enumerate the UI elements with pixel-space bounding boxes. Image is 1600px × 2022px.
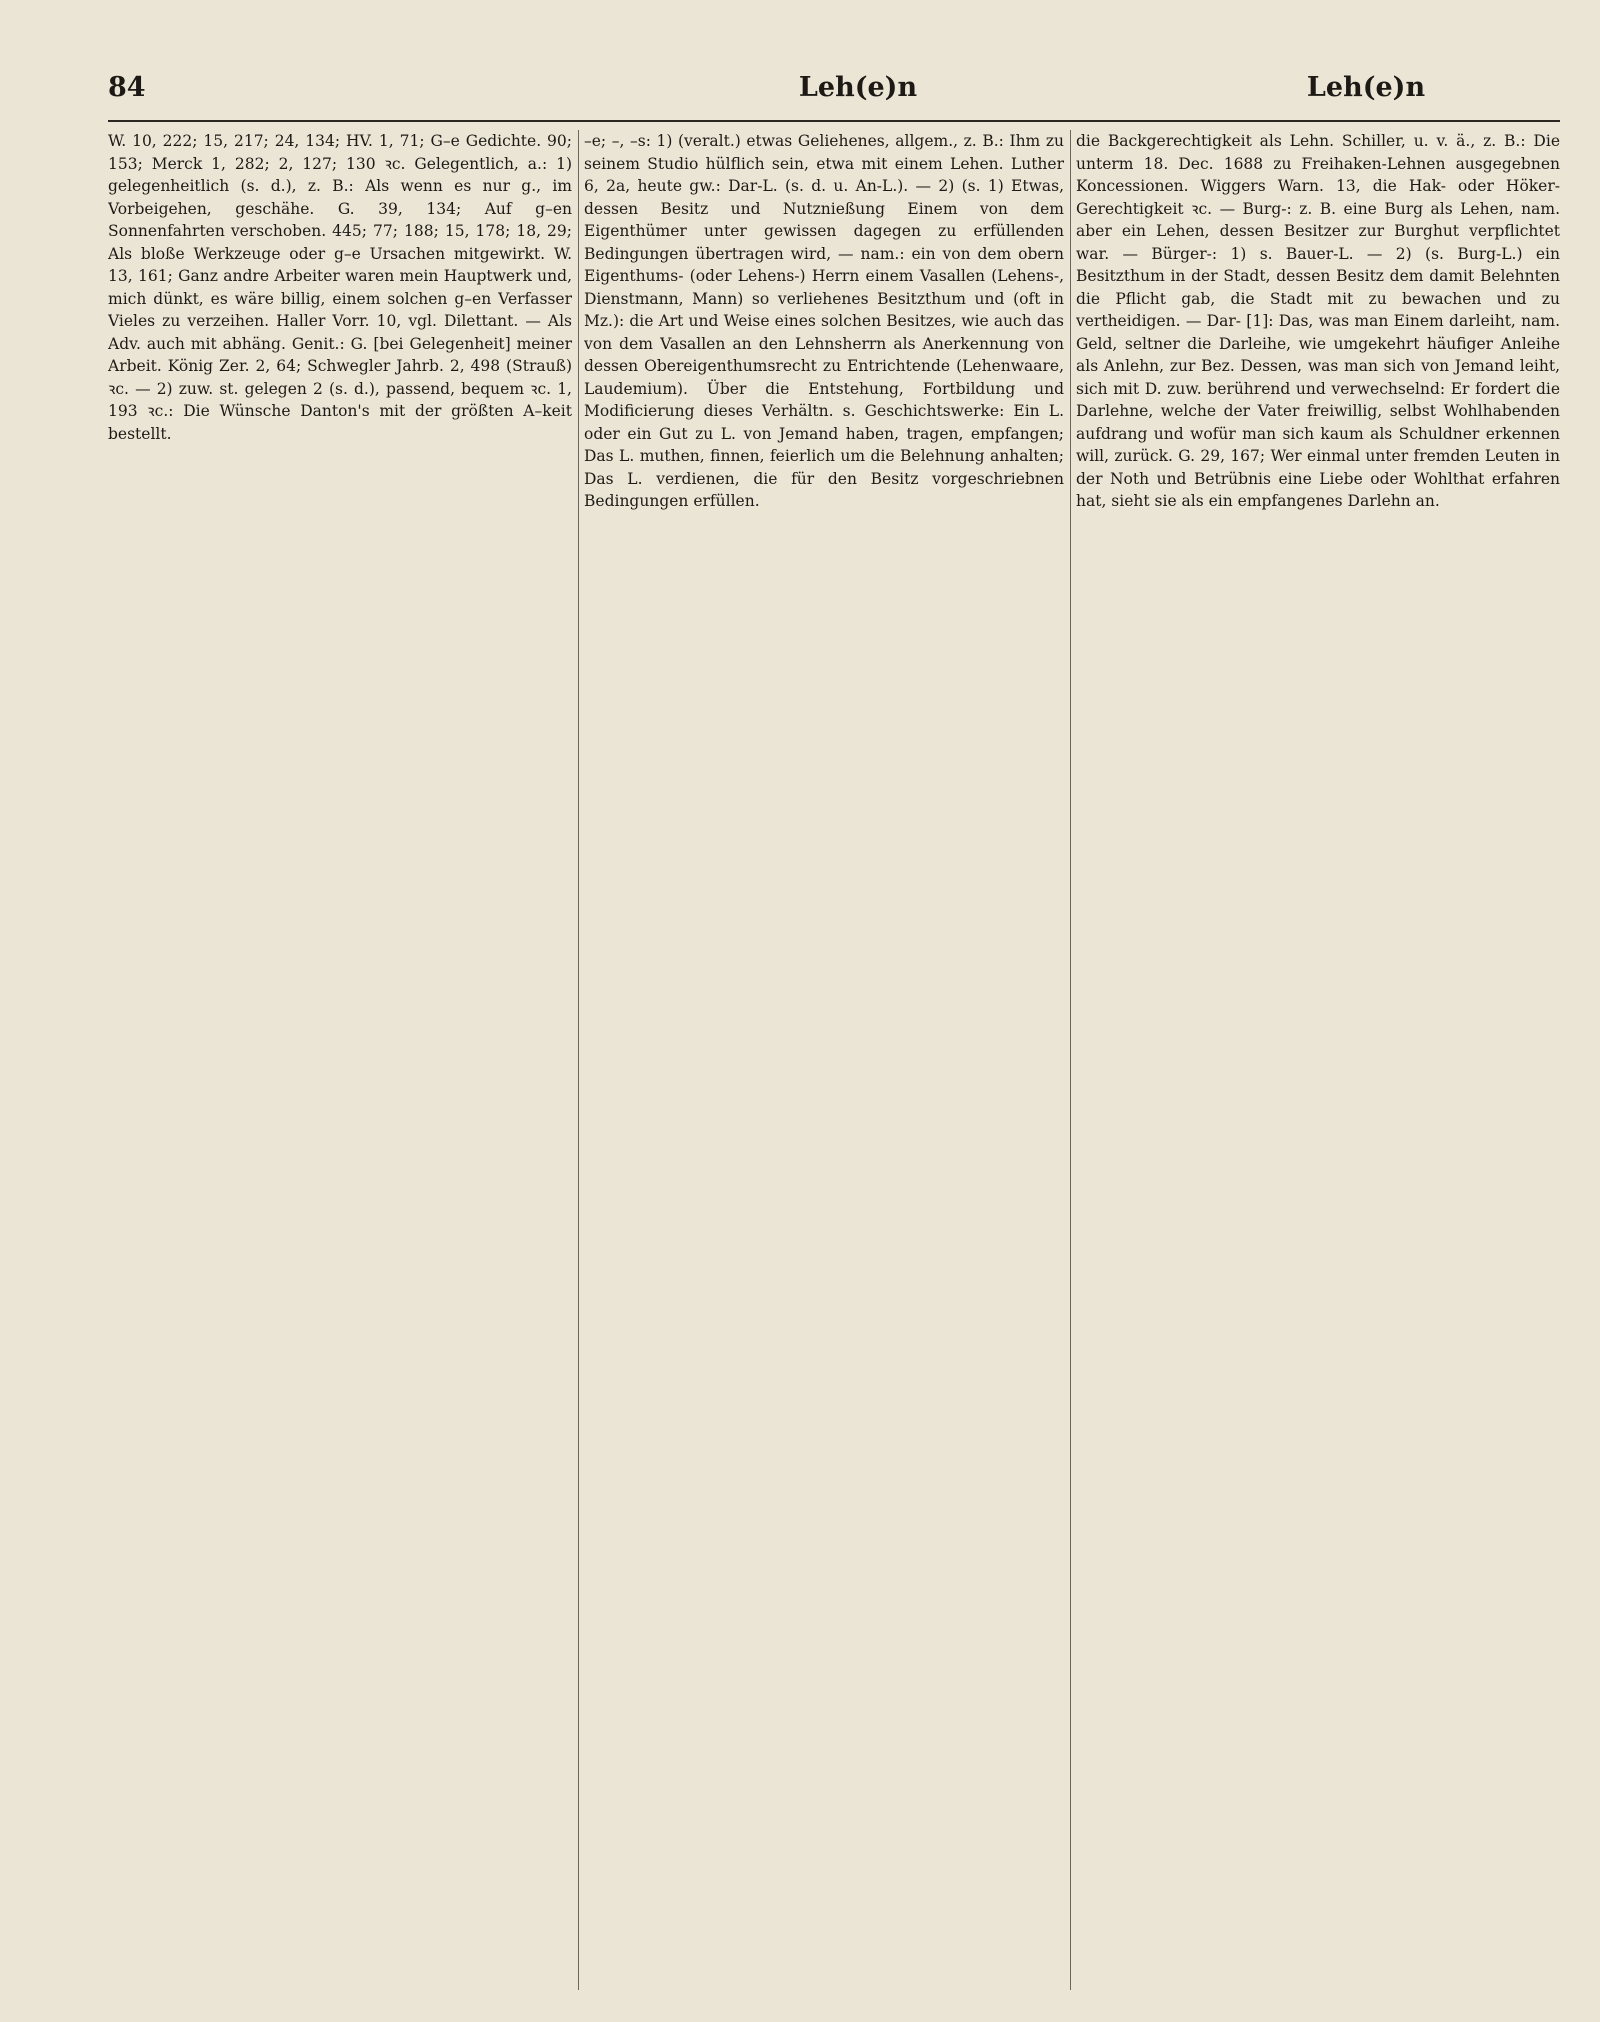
column-1-text: W. 10, 222; 15, 217; 24, 134; HV. 1, 71; G–e Gedichte. 90; 153; Merck 1, 282; 2, 127; 130 ꝛc. Gelegentlich, a.: 1) gelegenheitlich (s. d.), z. B.: Als wenn es nur g., im Vorbeigehen, geschähe. G. 39, 134; Auf g–en Sonnenfahrten verschoben. 445; 77; 188; 15, 178; 18, 29; Als bloße Werkzeuge oder g–e Ursachen mitgewirkt. W. 13, 161; Ganz andre Arbeiter waren mein Hauptwerk und, mich dünkt, es wäre billig, einem solchen g–en Verfasser Vieles zu verzeihen. Haller Vorr. 10, vgl. Dilettant. — Als Adv. auch mit abhäng. Genit.: G. [bei Gelegenheit] meiner Arbeit. König Zer. 2, 64; Schwegler Jahrb. 2, 498 (Strauß) ꝛc. — 2) zuw. st. gelegen 2 (s. d.), passend, bequem ꝛc. 1, 193 ꝛc.: Die Wünsche Danton's mit der größten A–keit bestellt.	[108, 132, 572, 443]
column-2	[584, 130, 1064, 1990]
column-divider-2	[1070, 130, 1071, 1990]
running-head-center: Leh(e)n	[798, 72, 918, 103]
header-rule	[108, 120, 1560, 122]
column-2-text: –e; –, –s: 1) (veralt.) etwas Geliehenes, allgem., z. B.: Ihm zu seinem Studio hülflich sein, etwa mit einem Lehen. Luther 6, 2a, heute gw.: Dar-L. (s. d. u. An-L.). — 2) (s. 1) Etwas, dessen Besitz und Nutznießung Einem von dem Eigenthümer unter gewissen dagegen zu erfüllenden Bedingungen übertragen wird, — nam.: ein von dem obern Eigenthums- (oder Lehens-) Herrn einem Vasallen (Lehens-, Dienstmann, Mann) so verliehenes Besitzthum und (oft in Mz.): die Art und Weise eines solchen Besitzes, wie auch das von dem Vasallen an den Lehnsherrn als Anerkennung von dessen Obereigenthumsrecht zu Entrichtende (Lehenwaare, Laudemium). Über die Entstehung, Fortbildung und Modificierung dieses Verhältn. s. Geschichtswerke: Ein L. oder ein Gut zu L. von Jemand haben, tragen, empfangen; Das L. muthen, finnen, feierlich um die Belehnung anhalten; Das L. verdienen, die für den Besitz vorgeschriebnen Bedingungen erfüllen.	[584, 132, 1064, 510]
running-head-right: Leh(e)n	[1306, 72, 1426, 103]
column-divider-1	[578, 130, 579, 1990]
column-3	[1076, 130, 1560, 1990]
column-3-text: die Backgerechtigkeit als Lehn. Schiller, u. v. ä., z. B.: Die unterm 18. Dec. 1688 zu Freihaken-Lehnen ausgegebnen Koncessionen. Wiggers Warn. 13, die Hak- oder Höker-Gerechtigkeit ꝛc. — Burg-: z. B. eine Burg als Lehen, nam. aber ein Lehen, dessen Besitzer zur Burghut verpflichtet war. — Bürger-: 1) s. Bauer-L. — 2) (s. Burg-L.) ein Besitzthum in der Stadt, dessen Besitz dem damit Belehnten die Pflicht gab, die Stadt mit zu bewachen und zu vertheidigen. — Dar- [1]: Das, was man Einem darleiht, nam. Geld, seltner die Darleihe, wie umgekehrt häufiger Anleihe als Anlehn, zur Bez. Dessen, was man sich von Jemand leiht, sich mit D. zuw. berührend und verwechselnd: Er fordert die Darlehne, welche der Vater freiwillig, selbst Wohlhabenden aufdrang und wofür man sich kaum als Schuldner erkennen will, zurück. G. 29, 167; Wer einmal unter fremden Leuten in der Noth und Betrübnis eine Liebe oder Wohlthat erfahren hat, sieht sie als ein empfangenes Darlehn an.	[1076, 132, 1560, 510]
page-header	[108, 72, 1560, 120]
page-number: 84	[108, 72, 146, 103]
column-1	[108, 130, 572, 1990]
